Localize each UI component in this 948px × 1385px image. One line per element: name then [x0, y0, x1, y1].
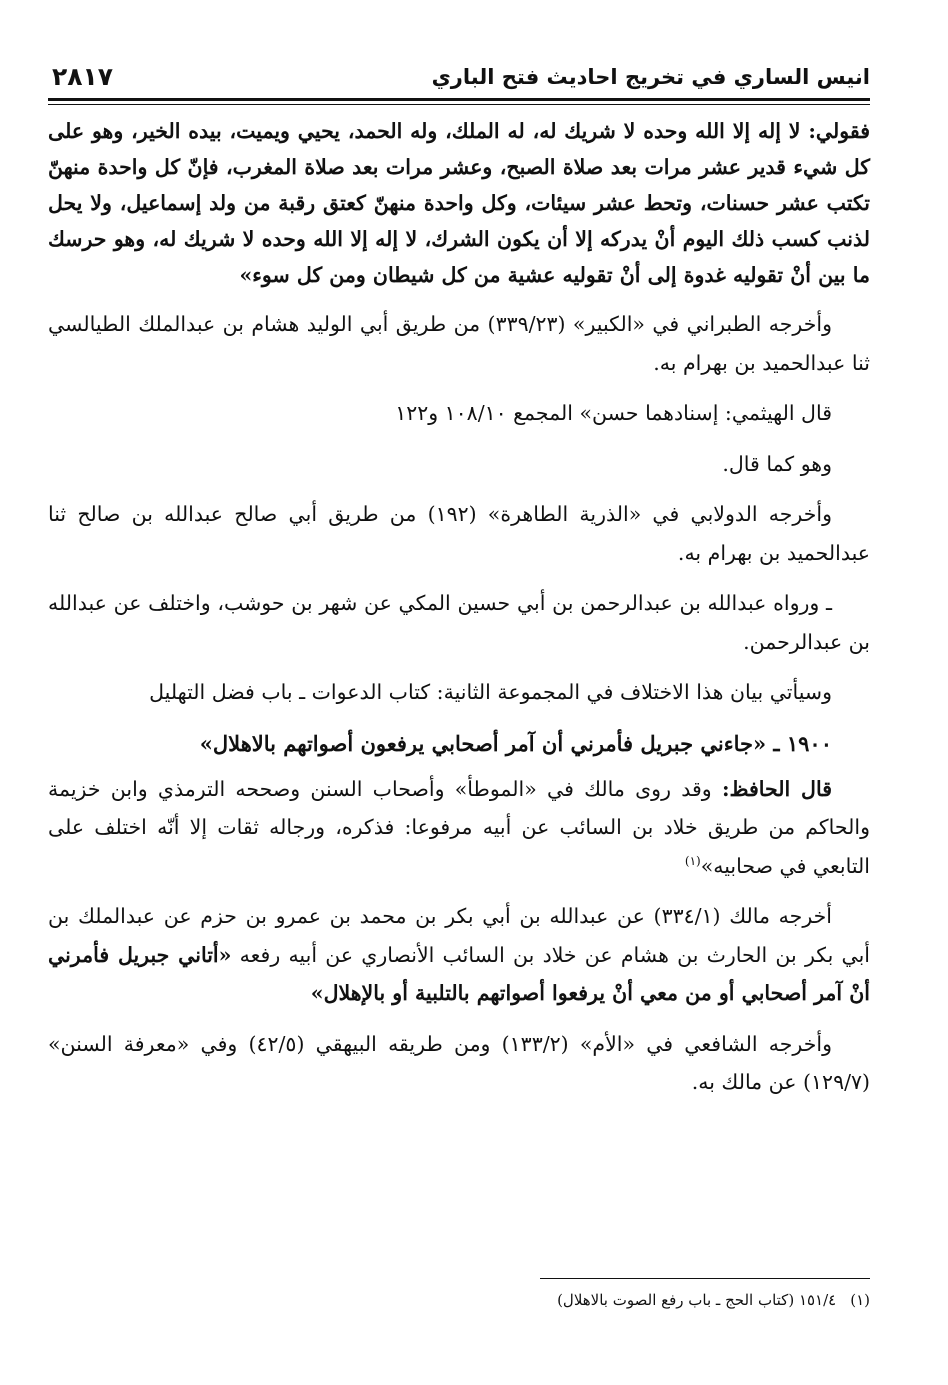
tabarani-paragraph: وأخرجه الطبراني في «الكبير» (٣٣٩/٢٣) من طريق أبي الوليد هشام بن عبدالملك الطيالسي ثنا عبدالحميد بن بهرام به. — [48, 312, 870, 375]
footnote-rule — [540, 1278, 870, 1279]
hadith-heading: ١٩٠٠ ـ «جاءني جبريل فأمرني أن آمر أصحابي يرفعون أصواتهم بالاهلال» — [199, 730, 832, 756]
riwaya-paragraph: ـ ورواه عبدالله بن عبدالرحمن بن أبي حسين المكي عن شهر بن حوشب، واختلف عن عبدالله بن عبدالرحمن. — [48, 591, 870, 654]
dulabi-paragraph: وأخرجه الدولابي في «الذرية الطاهرة» (١٩٢) من طريق أبي صالح عبدالله بن صالح ثنا عبدالحميد بن بهرام به. — [48, 502, 870, 565]
book-page — [48, 60, 870, 1360]
footnote — [48, 1288, 870, 1312]
shafii-paragraph: وأخرجه الشافعي في «الأم» (١٣٣/٢) ومن طريقه البيهقي (٤٢/٥) وفي «معرفة السنن» (١٢٩/٧) عن مالك به. — [48, 1031, 870, 1094]
running-title: انيس الساري في تخريج احاديث فتح الباري — [431, 65, 870, 89]
footnote-mark: (١) — [850, 1291, 870, 1309]
verdict-paragraph: وهو كما قال. — [722, 451, 832, 476]
malik-paragraph — [48, 897, 870, 1013]
footnote-text: ١٥١/٤ (كتاب الحج ـ باب رفع الصوت بالاهلال) — [557, 1291, 837, 1309]
quoted-hadith-paragraph: فقولي: لا إله إلا الله وحده لا شريك له، له الملك، وله الحمد، يحيي ويميت، بيده الخير، وهو على كل شيء قدير عشر مرات بعد صلاة الصبح، وعشر مرات بعد صلاة المغرب، فإنّ كل واحدة منهنّ تكتب عشر حسنات، وتحط عشر سيئات، وكل واحدة منهنّ كعتق رقبة من ولد إسماعيل، ولا يحل لذنب كسب ذلك اليوم أنْ يدركه إلا أن يكون الشرك، لا إله إلا الله وحده لا شريك له، وهو حرسك ما بين أنْ تقوليه غدوة إلى أنْ تقوليه عشية من كل شيطان ومن كل سوء» — [48, 119, 870, 287]
page-number: ٢٨١٧ — [52, 62, 114, 91]
cross-reference-paragraph: وسيأتي بيان هذا الاختلاف في المجموعة الثانية: كتاب الدعوات ـ باب فضل التهليل — [149, 680, 832, 704]
hafiz-paragraph — [48, 770, 870, 886]
header-rule-thin — [48, 104, 870, 105]
main-text — [48, 113, 870, 1102]
hafiz-lead: قال الحافظ: — [721, 776, 832, 801]
page-header — [48, 60, 870, 96]
malik-text: أخرجه مالك (٣٣٤/١) عن عبدالله بن أبي بكر بن محمد بن عمرو بن حزم عن عبدالملك بن أبي بكر بن الحارث بن هشام عن خلاد بن السائب الأنصاري عن أبيه رفعه — [48, 904, 870, 967]
malik-quote: «أتاني جبريل فأمرني أنْ آمر أصحابي أو من معي أنْ يرفعوا أصواتهم بالتلبية أو بالإهلال» — [48, 942, 870, 1005]
header-rule-thick — [48, 98, 870, 101]
hafiz-text: وقد روى مالك في «الموطأ» وأصحاب السنن وصححه الترمذي وابن خزيمة والحاكم من طريق خلاد بن السائب عن أبيه مرفوعا: فذكره، ورجاله ثقات إلا أنّه اختلف على التابعي في صحابيه» — [48, 776, 870, 878]
footnote-ref: (١) — [684, 853, 701, 868]
haythami-paragraph: قال الهيثمي: إسنادهما حسن» المجمع ١٠٨/١٠ و١٢٢ — [395, 401, 832, 425]
